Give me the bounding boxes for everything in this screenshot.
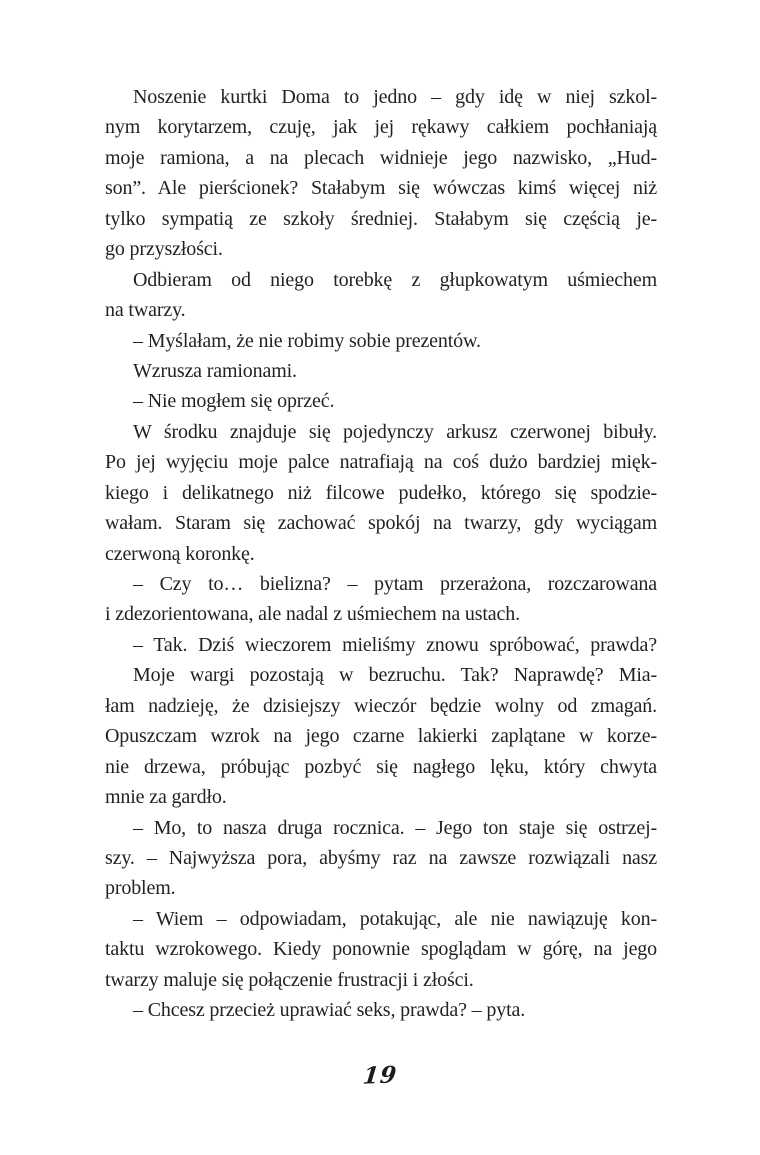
text-line: son”. Ale pierścionek? Stałabym się wówczas kimś więcej niż (105, 177, 657, 200)
text-line: Odbieram od niego torebkę z głupkowatym uśmiechem (133, 268, 657, 291)
page-text-block (105, 82, 657, 1026)
text-line: – Chcesz przecież uprawiać seks, prawda? – pyta. (133, 999, 526, 1022)
text-line: Po jej wyjęciu moje palce natrafiają na coś dużo bardziej mięk- (105, 451, 657, 474)
text-line: – Mo, to nasza druga rocznica. – Jego ton staje się ostrzej- (133, 816, 657, 839)
page-number (0, 1062, 760, 1089)
text-line: – Czy to… bielizna? – pytam przerażona, rozczarowana (133, 573, 657, 595)
text-line: Noszenie kurtki Doma to jedno – gdy idę w niej szkol- (133, 86, 657, 108)
text-line: moje ramiona, a na plecach widnieje jego nazwisko, „Hud- (105, 146, 657, 169)
text-line: i zdezorientowana, ale nadal z uśmiechem na ustach. (105, 603, 520, 626)
text-line: Wzrusza ramionami. (133, 359, 297, 382)
text-line: Opuszczam wzrok na jego czarne lakierki zaplątane w korze- (105, 725, 657, 748)
text-line: na twarzy. (105, 299, 186, 322)
text-line: – Tak. Dziś wieczorem mieliśmy znowu spróbować, prawda? (133, 633, 657, 656)
text-line: tylko sympatią ze szkoły średniej. Stałabym się częścią je- (105, 207, 657, 230)
text-line: W środku znajduje się pojedynczy arkusz czerwonej bibuły. (133, 420, 657, 443)
text-line: problem. (105, 877, 176, 900)
text-line: twarzy maluje się połączenie frustracji i złości. (105, 968, 474, 991)
text-line: – Nie mogłem się oprzeć. (133, 390, 335, 413)
text-line: – Wiem – odpowiadam, potakując, ale nie nawiązuję kon- (133, 907, 657, 930)
text-line: czerwoną koronkę. (105, 542, 255, 565)
text-line: wałam. Staram się zachować spokój na twarzy, gdy wyciągam (105, 512, 657, 535)
text-line: kiego i delikatnego niż filcowe pudełko, którego się spodzie- (105, 481, 657, 504)
text-line: mnie za gardło. (105, 786, 227, 809)
text-line: nym korytarzem, czuję, jak jej rękawy całkiem pochłaniają (105, 116, 657, 139)
text-line: Moje wargi pozostają w bezruchu. Tak? Naprawdę? Mia- (133, 664, 657, 687)
text-line: – Myślałam, że nie robimy sobie prezentów. (133, 329, 481, 352)
text-line: taktu wzrokowego. Kiedy ponownie spoglądam w górę, na jego (105, 938, 657, 961)
page-number-value: 19 (361, 1061, 399, 1090)
text-line: nie drzewa, próbując pozbyć się nagłego lęku, który chwyta (105, 755, 657, 778)
text-line: szy. – Najwyższa pora, abyśmy raz na zawsze rozwiązali nasz (105, 846, 657, 869)
text-line: łam nadzieję, że dzisiejszy wieczór będzie wolny od zmagań. (105, 694, 657, 717)
text-line: go przyszłości. (105, 238, 223, 261)
